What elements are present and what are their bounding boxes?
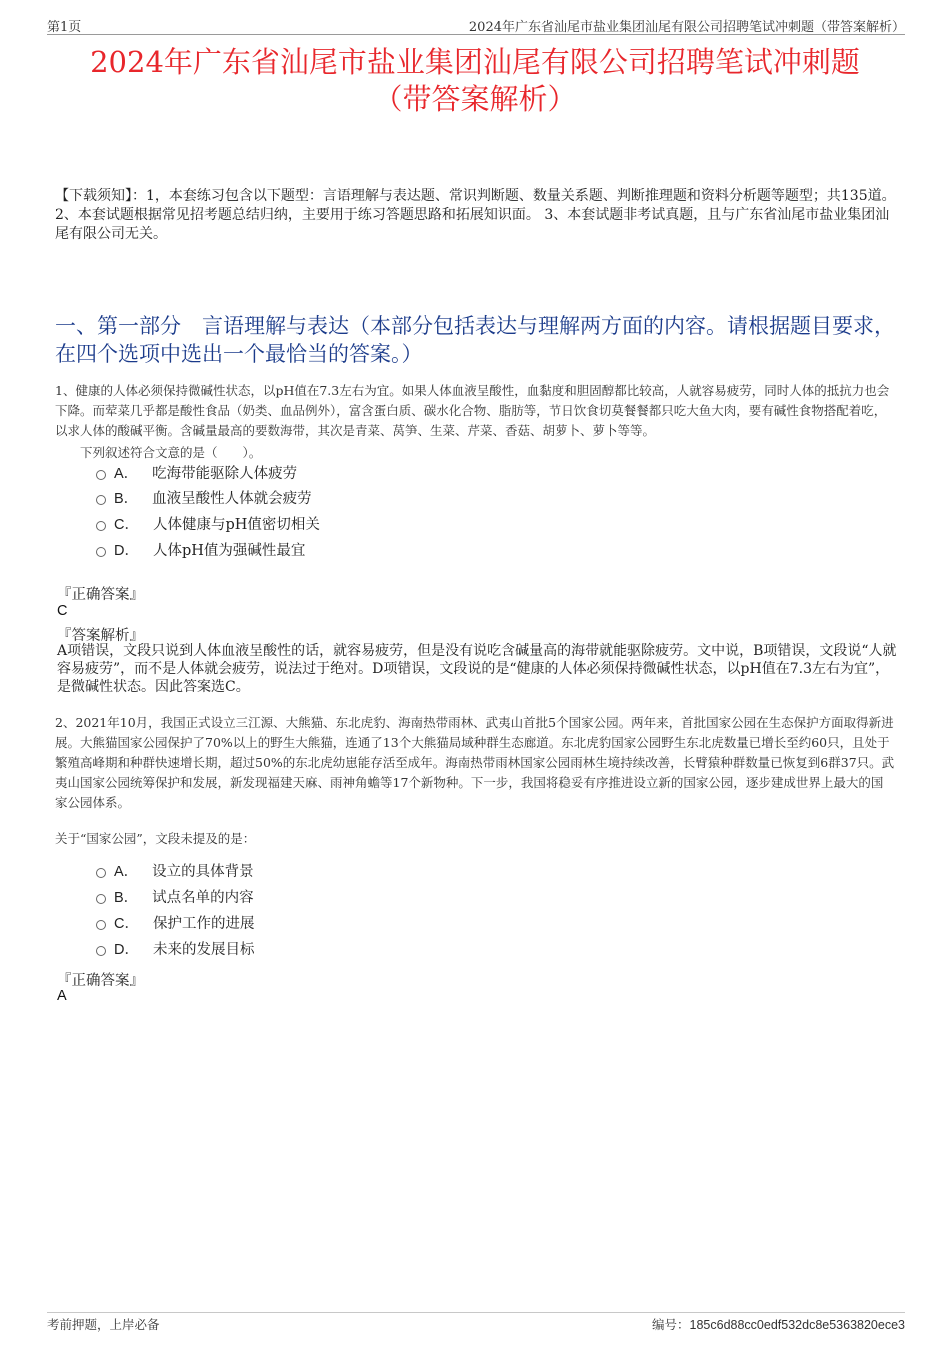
document-title <box>40 44 910 118</box>
title-line-2: （带答案解析） <box>373 82 577 116</box>
radio-icon[interactable] <box>96 868 106 878</box>
question-2-passage: 2、2021年10月，我国正式设立三江源、大熊猫、东北虎豹、海南热带雨林、武夷山首批5个国家公园。两年来，首批国家公园在生态保护方面取得新进展。大熊猫国家公园保护了70%以上的野生大熊猫，连通了13个大熊猫局域种群生态廊道。东北虎豹国家公园野生东北虎数量已增长至约60只，且处于繁殖高峰期和种群快速增长期，超过50%的东北虎幼崽能存活至成年。海南热带雨林国家公园雨林生境持续改善，长臂猿种群数量已恢复到6群37只。武夷山国家公园统筹保护和发展，新发现福建天麻、雨神角蟾等17个新物种。下一步，我国将稳妥有序推进设立新的国家公园，逐步建成世界上最大的国家公园体系。 <box>55 715 895 810</box>
header-title: 2024年广东省汕尾市盐业集团汕尾有限公司招聘笔试冲刺题（带答案解析） <box>468 20 905 35</box>
page-header <box>47 14 905 35</box>
q2-option-a[interactable]: A． 设立的具体背景 <box>96 862 254 882</box>
question-2-prompt: 关于“国家公园”，文段未提及的是： <box>55 831 256 846</box>
page-number: 第1页 <box>47 20 82 35</box>
page-footer <box>47 1312 905 1333</box>
q1-option-a[interactable]: A． 吃海带能驱除人体疲劳 <box>96 464 297 484</box>
q1-option-b[interactable]: B． 血液呈酸性人体就会疲劳 <box>96 489 312 509</box>
radio-icon[interactable] <box>96 495 106 505</box>
q2-answer-label: 『正确答案』 <box>57 973 144 989</box>
q1-option-c[interactable]: C． 人体健康与pH值密切相关 <box>96 515 320 535</box>
q2-option-b[interactable]: B． 试点名单的内容 <box>96 888 254 908</box>
title-line-1: 2024年广东省汕尾市盐业集团汕尾有限公司招聘笔试冲刺题 <box>90 45 860 79</box>
footer-slogan: 考前押题，上岸必备 <box>47 1317 160 1332</box>
section-title: 一、第一部分 言语理解与表达（本部分包括表达与理解两方面的内容。请根据题目要求，在四个选项中选出一个最恰当的答案。） <box>55 314 895 366</box>
q1-answer: C <box>57 603 68 619</box>
q1-explanation: A项错误，文段只说到人体血液呈酸性的话，就容易疲劳，但是没有说吃含碱量高的海带就能驱除疲劳。文中说，B项错误，文段说“人就容易疲劳”，而不是人体就会疲劳，说法过于绝对。D项错误，文段说的是“健康的人体必须保持微碱性状态，以pH值在7.3左右为宜”，是微碱性状态。因此答案选C。 <box>57 643 897 695</box>
footer-code: 编号：185c6d88cc0edf532dc8e5363820ece3 <box>652 1317 905 1332</box>
question-1-prompt: 下列叙述符合文意的是（ ）。 <box>80 445 262 460</box>
q1-option-d[interactable]: D． 人体pH值为强碱性最宜 <box>96 541 305 561</box>
download-notice: 【下载须知】：1，本套练习包含以下题型：言语理解与表达题、常识判断题、数量关系题、判断推理题和资料分析题等题型；共135道。 2、本套试题根据常见招考题总结归纳，主要用于练习答题思路和拓展知识面。 3、本套试题非考试真题，且与广东省汕尾市盐业集团汕尾有限公司无关。 <box>55 188 896 242</box>
q2-option-c[interactable]: C． 保护工作的进展 <box>96 914 254 934</box>
radio-icon[interactable] <box>96 894 106 904</box>
q1-explain-label: 『答案解析』 <box>57 628 144 644</box>
q2-option-d[interactable]: D． 未来的发展目标 <box>96 940 254 960</box>
question-1-passage: 1、健康的人体必须保持微碱性状态，以pH值在7.3左右为宜。如果人体血液呈酸性，血黏度和胆固醇都比较高，人就容易疲劳，同时人体的抵抗力也会下降。而荤菜几乎都是酸性食品（奶类、血品例外），富含蛋白质、碳水化合物、脂肪等，节日饮食切莫餐餐都只吃大鱼大肉，要有碱性食物搭配着吃，以求人体的酸碱平衡。含碱量最高的要数海带，其次是青菜、莴笋、生菜、芹菜、香菇、胡萝卜、萝卜等等。 <box>55 383 890 438</box>
radio-icon[interactable] <box>96 521 106 531</box>
q1-answer-label: 『正确答案』 <box>57 587 144 603</box>
radio-icon[interactable] <box>96 547 106 557</box>
q2-answer: A <box>57 988 67 1004</box>
radio-icon[interactable] <box>96 470 106 480</box>
radio-icon[interactable] <box>96 920 106 930</box>
radio-icon[interactable] <box>96 946 106 956</box>
